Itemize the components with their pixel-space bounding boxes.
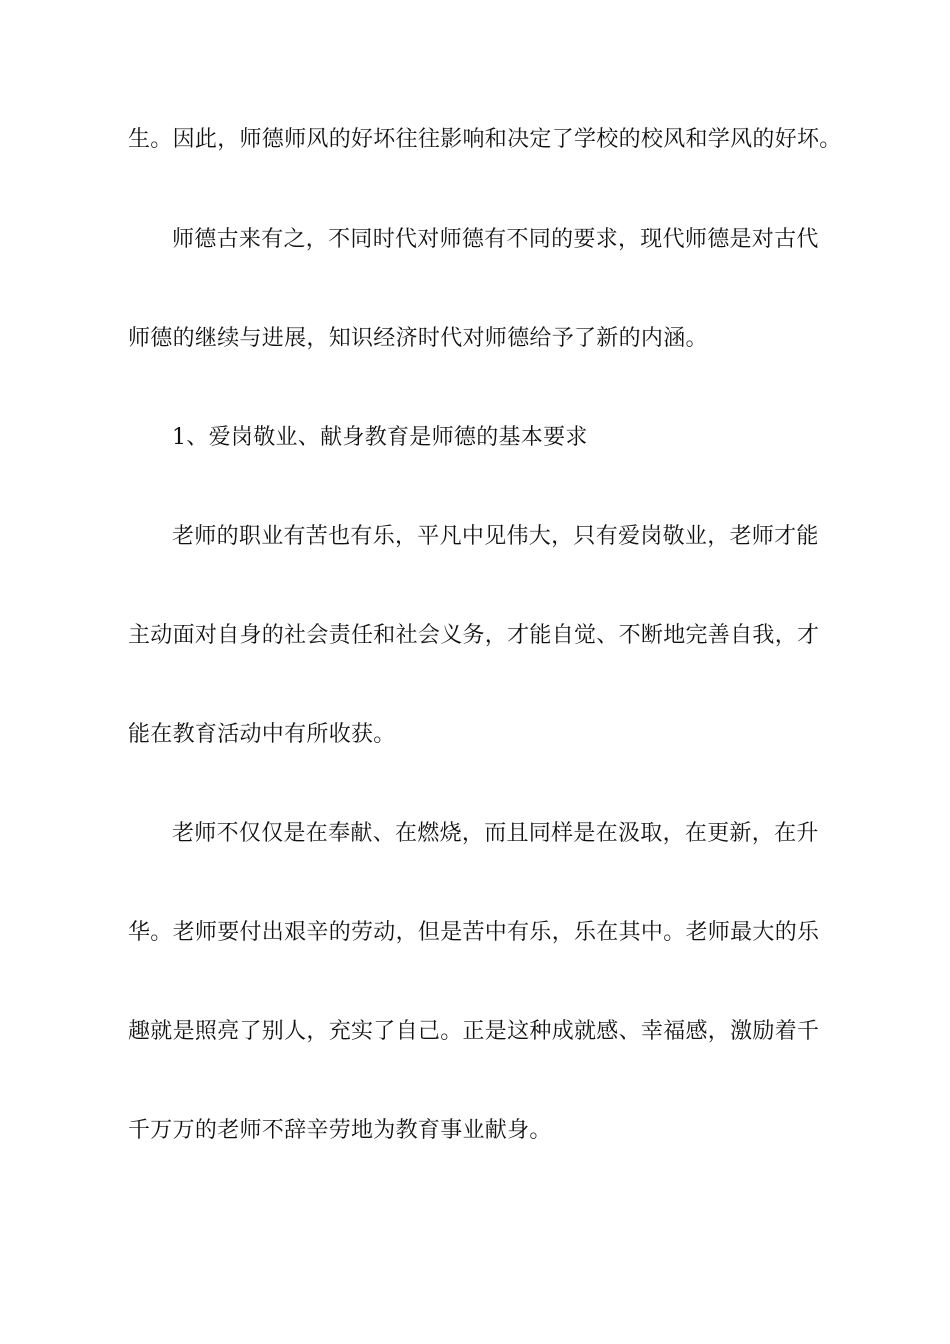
paragraph-line: 能在教育活动中有所收获。: [128, 722, 396, 747]
paragraph-line: 华。老师要付出艰辛的劳动，但是苦中有乐，乐在其中。老师最大的乐: [128, 920, 820, 945]
paragraph-line: 师德古来有之，不同时代对师德有不同的要求，现代师德是对古代: [172, 227, 819, 252]
paragraph-line: 主动面对自身的社会责任和社会义务，才能自觉、不断地完善自我，才: [128, 623, 820, 648]
paragraph-line: 千万万的老师不辞辛劳地为教育事业献身。: [128, 1118, 552, 1143]
paragraph-line: 师德的继续与进展，知识经济时代对师德给予了新的内涵。: [128, 326, 708, 351]
paragraph-line: 老师的职业有苦也有乐，平凡中见伟大，只有爱岗敬业，老师才能: [172, 524, 819, 549]
paragraph-line: 生。因此，师德师风的好坏往往影响和决定了学校的校风和学风的好坏。: [128, 127, 842, 152]
paragraph-line: 趣就是照亮了别人，充实了自己。正是这种成就感、幸福感，激励着千: [128, 1019, 820, 1044]
section-heading: 1、爱岗敬业、献身教育是师德的基本要求: [172, 425, 588, 450]
paragraph-line: 老师不仅仅是在奉献、在燃烧，而且同样是在汲取，在更新，在升: [172, 821, 819, 846]
